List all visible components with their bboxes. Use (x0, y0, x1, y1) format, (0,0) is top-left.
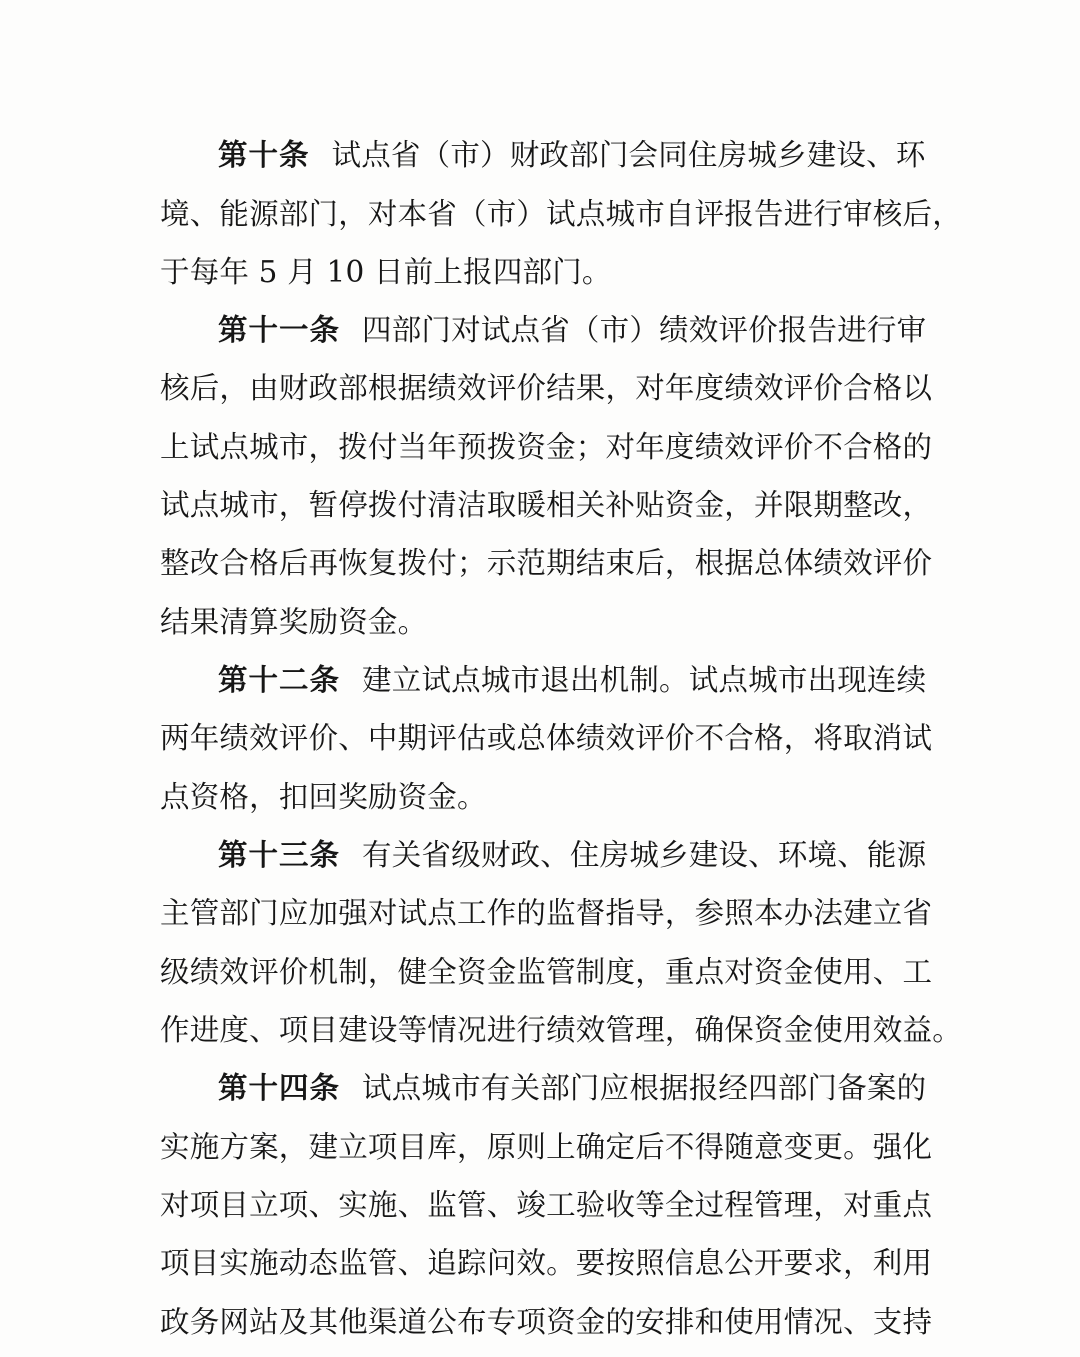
article-12-line-3: 点资格，扣回奖励资金。 (160, 780, 487, 814)
article-10-line-3: 于每年 5 月 10 日前上报四部门。 (160, 255, 612, 289)
article-11-line-1 (218, 301, 927, 359)
article-11-text-1: 四部门对试点省（市）绩效评价报告进行审 (362, 313, 927, 347)
article-11-line-5: 整改合格后再恢复拨付；示范期结束后，根据总体绩效评价 (160, 546, 933, 580)
article-12-heading: 第十二条 (218, 663, 341, 697)
article-14-line-2: 实施方案，建立项目库，原则上确定后不得随意变更。强化 (160, 1130, 933, 1164)
article-14-line-1 (218, 1059, 927, 1117)
article-14-line-3: 对项目立项、实施、监管、竣工验收等全过程管理，对重点 (160, 1188, 933, 1222)
article-14-line-5: 政务网站及其他渠道公布专项资金的安排和使用情况、支持 (160, 1305, 933, 1339)
article-13-line-1 (218, 826, 927, 884)
article-14-line-4: 项目实施动态监管、追踪问效。要按照信息公开要求，利用 (160, 1246, 933, 1280)
article-12-line-2: 两年绩效评价、中期评估或总体绩效评价不合格，将取消试 (160, 721, 933, 755)
article-10-heading: 第十条 (218, 138, 310, 172)
article-13-line-2: 主管部门应加强对试点工作的监督指导，参照本办法建立省 (160, 896, 933, 930)
article-12-line-1 (218, 651, 927, 709)
article-11-line-6: 结果清算奖励资金。 (160, 605, 428, 639)
article-11-line-2: 核后，由财政部根据绩效评价结果，对年度绩效评价合格以 (160, 371, 933, 405)
article-12-text-1: 建立试点城市退出机制。试点城市出现连续 (362, 663, 927, 697)
article-13-heading: 第十三条 (218, 838, 341, 872)
article-13-line-3: 级绩效评价机制，健全资金监管制度，重点对资金使用、工 (160, 955, 933, 989)
article-10-line-2: 境、能源部门，对本省（市）试点城市自评报告进行审核后， (160, 197, 962, 231)
article-11-line-3: 上试点城市，拨付当年预拨资金；对年度绩效评价不合格的 (160, 430, 933, 464)
article-10-text-1: 试点省（市）财政部门会同住房城乡建设、环 (331, 138, 926, 172)
article-14-heading: 第十四条 (218, 1071, 341, 1105)
article-10-line-1 (218, 126, 926, 184)
article-11-heading: 第十一条 (218, 313, 341, 347)
article-14-text-1: 试点城市有关部门应根据报经四部门备案的 (362, 1071, 927, 1105)
article-13-text-1: 有关省级财政、住房城乡建设、环境、能源 (362, 838, 927, 872)
article-11-line-4: 试点城市，暂停拨付清洁取暖相关补贴资金，并限期整改， (160, 488, 933, 522)
article-13-line-4: 作进度、项目建设等情况进行绩效管理，确保资金使用效益。 (160, 1013, 962, 1047)
